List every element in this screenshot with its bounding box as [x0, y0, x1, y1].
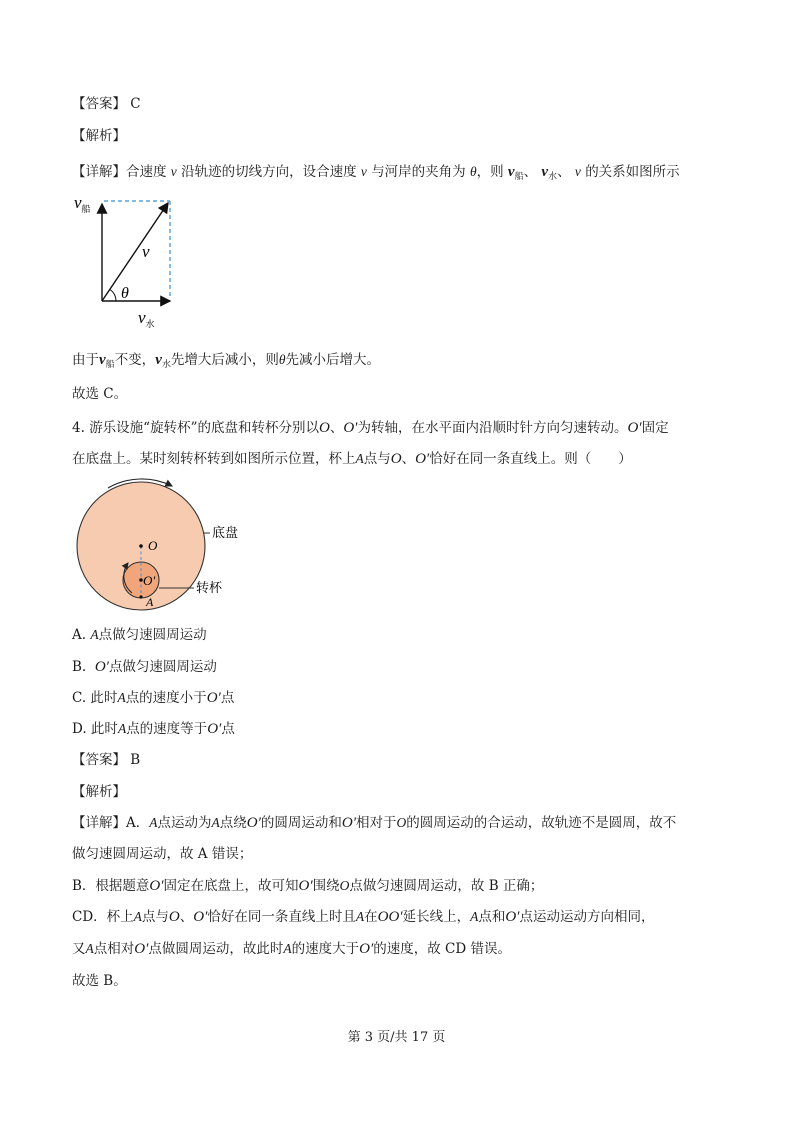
- q4-detail-line5: 又A点相对O′点做圆周运动，故此时A的速度大于O′的速度，故 CD 错误。: [72, 941, 511, 957]
- option-C: C. 此时A点的速度小于O′点: [72, 690, 235, 706]
- label-base: 底盘: [212, 525, 239, 540]
- option-A: A. A点做匀速圆周运动: [72, 627, 207, 643]
- q4-detail-line3: B．根据题意O′固定在底盘上，故可知O′围绕O点做匀速圆周运动，故 B 正确；: [72, 878, 544, 894]
- rotating-cup-figure: [70, 470, 260, 620]
- point-A: [139, 595, 142, 598]
- q3-answer: [72, 95, 141, 113]
- option-B: B. O′点做匀速圆周运动: [72, 659, 217, 675]
- q4-stem-line1: 4. 游乐设施“旋转杯”的底盘和转杯分别以O、O′为转轴，在水平面内沿顺时针方向匀速转动。O′固定: [72, 420, 669, 436]
- label-A: A: [146, 595, 154, 609]
- q4-analysis-tag: 【解析】: [72, 784, 126, 800]
- q4-detail-line4: CD．杯上A点与O、O′恰好在同一条直线上时且A在OO′延长线上，A点和O′点运动运动方向相同，: [72, 909, 655, 925]
- q4-choose: 故选 B。: [72, 973, 127, 989]
- q3-detail: 【详解】合速度 v 沿轨迹的切线方向，设合速度 v 与河岸的夹角为 θ，则 $v_船$、 $v_水$、 v 的关系如图所示: [72, 164, 680, 182]
- theta-arc: [110, 290, 116, 302]
- point-O: [139, 544, 143, 548]
- label-cup: 转杯: [196, 580, 223, 595]
- option-D: D. 此时A点的速度等于O′点: [72, 721, 235, 737]
- velocity-vector-figure: [70, 190, 190, 335]
- answer-value: C: [130, 96, 141, 112]
- label-v: v: [142, 242, 150, 261]
- q4-answer: 【答案】 B: [72, 752, 141, 768]
- q3-conclusion: 由于$v_船$不变，$v_水$先增大后减小，则θ先减小后增大。: [72, 352, 381, 370]
- q3-analysis-tag: 【解析】: [72, 128, 126, 144]
- answer-tag: 【答案】: [72, 96, 126, 112]
- q4-detail-line1: 【详解】A．A点运动为A点绕O′的圆周运动和O′相对于O的圆周运动的合运动，故轨迹不是圆周，故不: [72, 815, 677, 831]
- label-theta: θ: [121, 285, 129, 302]
- q4-stem-line2: 在底盘上。某时刻转杯转到如图所示位置，杯上A点与O、O′恰好在同一条直线上。则（ ）: [72, 451, 632, 467]
- page-footer: 第 3 页/共 17 页: [347, 1030, 446, 1045]
- q4-detail-line2: 做匀速圆周运动，故 A 错误；: [72, 846, 253, 862]
- label-v-boat: $v_船$: [74, 193, 91, 214]
- v-resultant-arrow: [102, 203, 168, 301]
- label-O: O: [148, 538, 158, 553]
- q3-choose: 故选 C。: [72, 386, 128, 402]
- label-O-prime: O': [143, 573, 156, 588]
- label-v-water: $v_水$: [138, 308, 155, 329]
